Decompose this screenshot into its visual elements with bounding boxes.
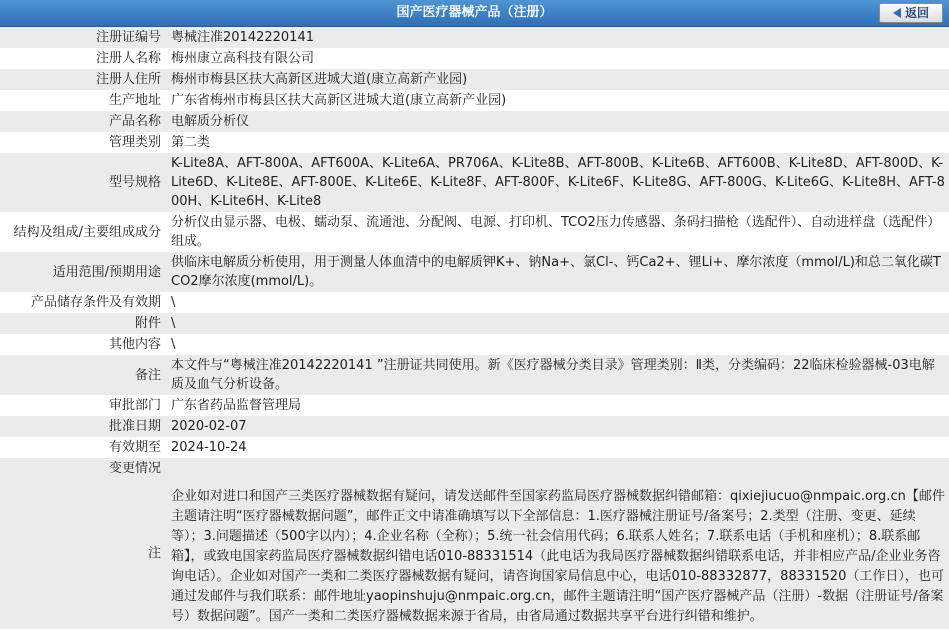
row-attachment: [0, 313, 949, 334]
row-valid-until: [0, 437, 949, 458]
field-label: 生产地址: [108, 93, 161, 108]
row-approval-dept: [0, 395, 949, 416]
row-storage: [0, 292, 949, 313]
field-label: 管理类别: [108, 135, 161, 150]
field-label: 其他内容: [108, 337, 161, 352]
field-value: [165, 458, 949, 479]
field-label: 注: [147, 546, 161, 561]
field-label: 注册人名称: [95, 51, 161, 66]
field-value: 梅州康立高科技有限公司: [171, 51, 315, 66]
field-label: 注册证编号: [95, 30, 161, 45]
row-remarks: [0, 355, 949, 395]
field-value: \: [171, 316, 176, 331]
field-value: 电解质分析仪: [171, 114, 250, 129]
page-title: 国产医疗器械产品（注册）: [396, 5, 553, 20]
field-label: 审批部门: [108, 398, 161, 413]
field-value: 粤械注准20142220141: [171, 30, 314, 45]
row-note: [0, 479, 949, 629]
field-value: 供临床电解质分析使用，用于测量人体血清中的电解质钾K+、钠Na+、氯Cl-、钙Ca2+、锂Li+、摩尔浓度（mmol/L)和总二氧化碳TCO2摩尔浓度(mmol/L)。: [171, 255, 941, 289]
field-value: \: [171, 337, 176, 352]
field-value: 广东省药品监督管理局: [171, 398, 302, 413]
field-value: \: [171, 295, 176, 310]
field-value: 广东省梅州市梅县区扶大高新区进城大道(康立高新产业园): [171, 93, 507, 108]
back-arrow-icon: [893, 8, 901, 18]
field-label: 有效期至: [108, 440, 161, 455]
field-label: 批准日期: [108, 419, 161, 434]
field-value: 梅州市梅县区扶大高新区进城大道(康立高新产业园): [171, 72, 468, 87]
row-other: [0, 334, 949, 355]
field-label: 注册人住所: [95, 72, 161, 87]
row-registrant-name: [0, 48, 949, 69]
field-value: 分析仪由显示器、电极、蠕动泵、流通池、分配阀、电源、打印机、TCO2压力传感器、条码扫描枪（选配件）、自动进样盘（选配件）组成。: [171, 215, 941, 249]
field-value: 2024-10-24: [171, 440, 247, 455]
row-model-spec: [0, 153, 949, 212]
row-registration-number: [0, 27, 949, 48]
back-button[interactable]: [879, 3, 943, 23]
field-value: K-Lite8A、AFT-800A、AFT600A、K-Lite6A、PR706A、K-Lite8B、AFT-800B、K-Lite6B、AFT600B、K-Lite8D、AFT-800D、K-Lite6D、K-Lite8E、AFT-800E、K-Lite6E、K-Lite8F、AFT-800F、K-Lite6F、K-Lite8G、AFT-800G、K-Lite6G、K-Lite8H、AFT-800H、K-Lite6H、K-Lite8: [171, 156, 945, 209]
field-label: 产品名称: [108, 114, 161, 129]
field-label: 型号规格: [108, 175, 161, 190]
field-label: 结构及组成/主要组成成分: [13, 224, 161, 240]
field-label: 适用范围/预期用途: [52, 264, 161, 280]
field-label: 变更情况: [108, 461, 161, 476]
row-change-info: [0, 458, 949, 479]
field-label: 产品储存条件及有效期: [30, 295, 161, 310]
field-label: 备注: [134, 367, 161, 383]
field-value: 第二类: [171, 135, 211, 150]
row-registrant-address: [0, 69, 949, 90]
row-approval-date: [0, 416, 949, 437]
title-bar: [0, 0, 949, 27]
row-management-class: [0, 132, 949, 153]
back-button-label: 返回: [904, 6, 929, 20]
field-value: 2020-02-07: [171, 419, 247, 434]
detail-table: [0, 27, 949, 629]
row-structure: [0, 212, 949, 252]
field-value: 本文件与“粤械注准20142220141 ”注册证共同使用。新《医疗器械分类目录》管理类别：Ⅱ类，分类编码：22临床检验器械-03电解质及血气分析设备。: [171, 358, 935, 392]
field-value: 企业如对进口和国产三类医疗器械数据有疑问，请发送邮件至国家药监局医疗器械数据纠错邮箱：qixiejiucuo@nmpaic.org.cn【邮件主题请注明“医疗器械数据问题”，邮件正文中请准确填写以下全部信息：1.医疗器械注册证号/备案号；2.类型（注册、变更、延续等）；3.问题描述（500字以内）；4.企业名称（全称）；5.统一社会信用代码；6.联系人姓名；7.联系电话（手机和座机）；8.联系邮箱】，或致电国家药监局医疗器械数据纠错电话010-88331514（此电话为我局医疗器械数据纠错联系电话，并非相应产品/企业业务咨询电话）。企业如对国产一类和二类医疗器械数据有疑问，请咨询国家局信息中心，电话010-88332877，88331520（工作日），也可通过发邮件与我们联系：邮件地址yaopinshuju@nmpaic.org.cn，邮件主题请注明“国产医疗器械产品（注册）-数据（注册证号/备案号）数据问题”。国产一类和二类医疗器械数据来源于省局，由省局通过数据共享平台进行纠错和维护。: [171, 489, 945, 624]
row-intended-use: [0, 252, 949, 292]
row-production-address: [0, 90, 949, 111]
field-label: 附件: [134, 316, 161, 331]
row-product-name: [0, 111, 949, 132]
